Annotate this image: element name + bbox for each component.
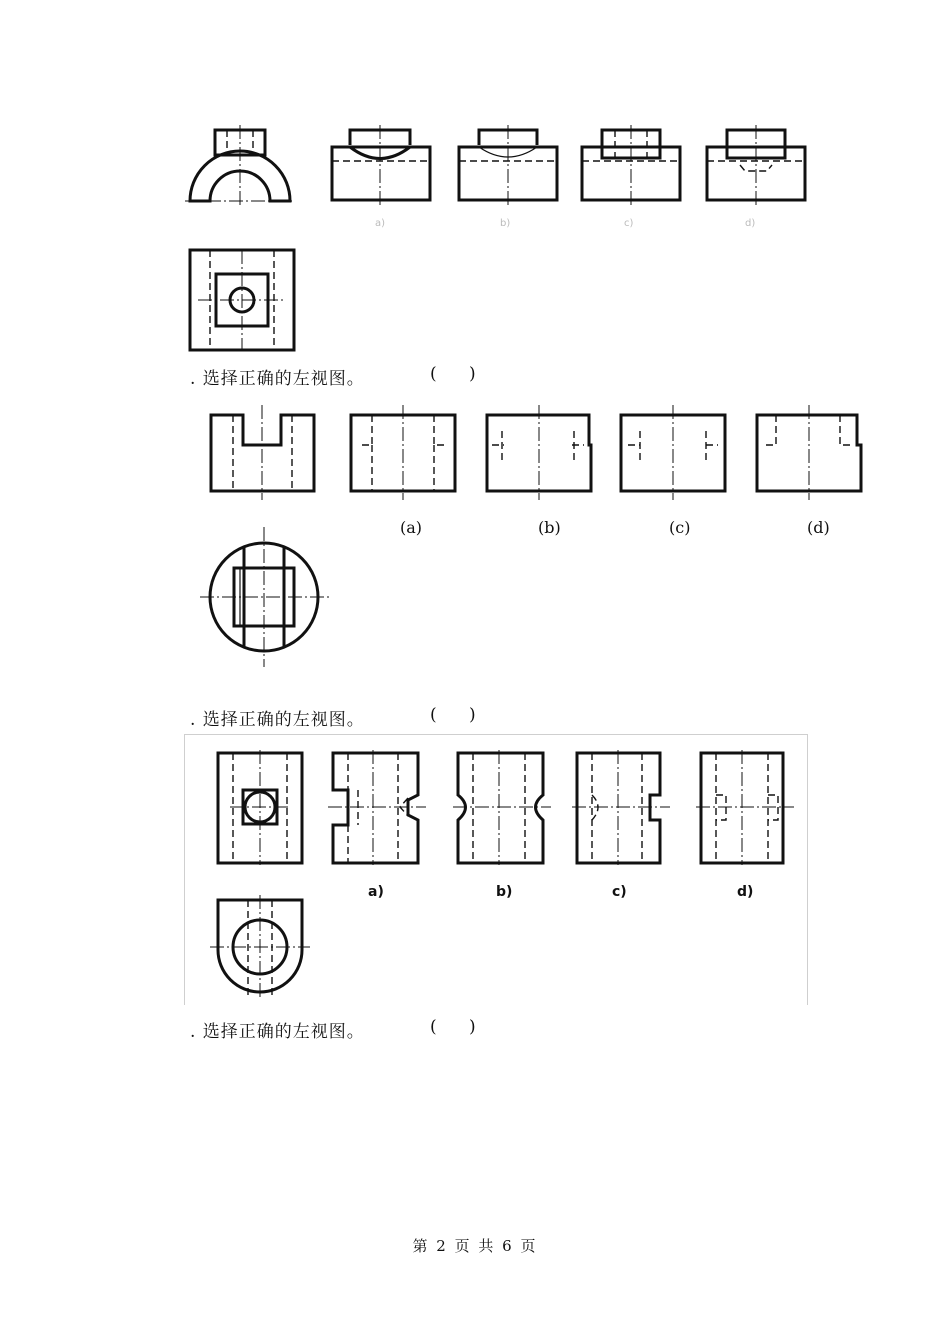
q3-front-view	[215, 750, 307, 865]
q1-option-a-drawing	[330, 125, 435, 205]
q1-option-c-label: c)	[624, 218, 634, 229]
q1-option-b-label: b)	[500, 218, 511, 229]
question-3-prompt: . 选择正确的左视图。	[190, 710, 365, 730]
q3-top-view	[210, 895, 310, 1000]
q3-option-a-label: a)	[368, 884, 384, 900]
q2-option-c-drawing	[618, 405, 730, 500]
page-footer: 第 2 页 共 6 页	[412, 1237, 538, 1255]
q2-option-c-label: (c)	[669, 518, 691, 537]
q2-option-b-label: (b)	[538, 518, 561, 537]
q3-option-d-label: d)	[737, 884, 754, 900]
question-4-answer-blank[interactable]: ( )	[430, 1017, 476, 1037]
q1-option-c-drawing	[580, 125, 685, 205]
q1-option-b-drawing	[457, 125, 562, 205]
q2-option-d-label: (d)	[807, 518, 830, 537]
q2-option-a-label: (a)	[400, 518, 423, 537]
q3-option-c-drawing	[572, 750, 672, 865]
question-2-prompt: . 选择正确的左视图。	[190, 369, 365, 389]
q1-top-view	[188, 248, 298, 353]
q1-option-a-label: a)	[375, 218, 386, 229]
q1-front-view	[185, 125, 300, 210]
question-2-answer-blank[interactable]: ( )	[430, 364, 476, 384]
q3-option-a-drawing	[328, 750, 428, 865]
q3-option-d-drawing	[696, 750, 796, 865]
q2-option-a-drawing	[348, 405, 460, 500]
q3-option-b-drawing	[453, 750, 553, 865]
question-3-answer-blank[interactable]: ( )	[430, 705, 476, 725]
q1-option-d-label: d)	[745, 218, 756, 229]
question-4-prompt: . 选择正确的左视图。	[190, 1022, 365, 1042]
q2-option-d-drawing	[754, 405, 866, 500]
q2-front-view	[208, 405, 320, 500]
q1-option-d-drawing	[705, 125, 810, 205]
q3-option-b-label: b)	[496, 884, 513, 900]
q3-option-c-label: c)	[612, 884, 627, 900]
q2-option-b-drawing	[484, 405, 596, 500]
q2-top-view	[200, 527, 332, 667]
